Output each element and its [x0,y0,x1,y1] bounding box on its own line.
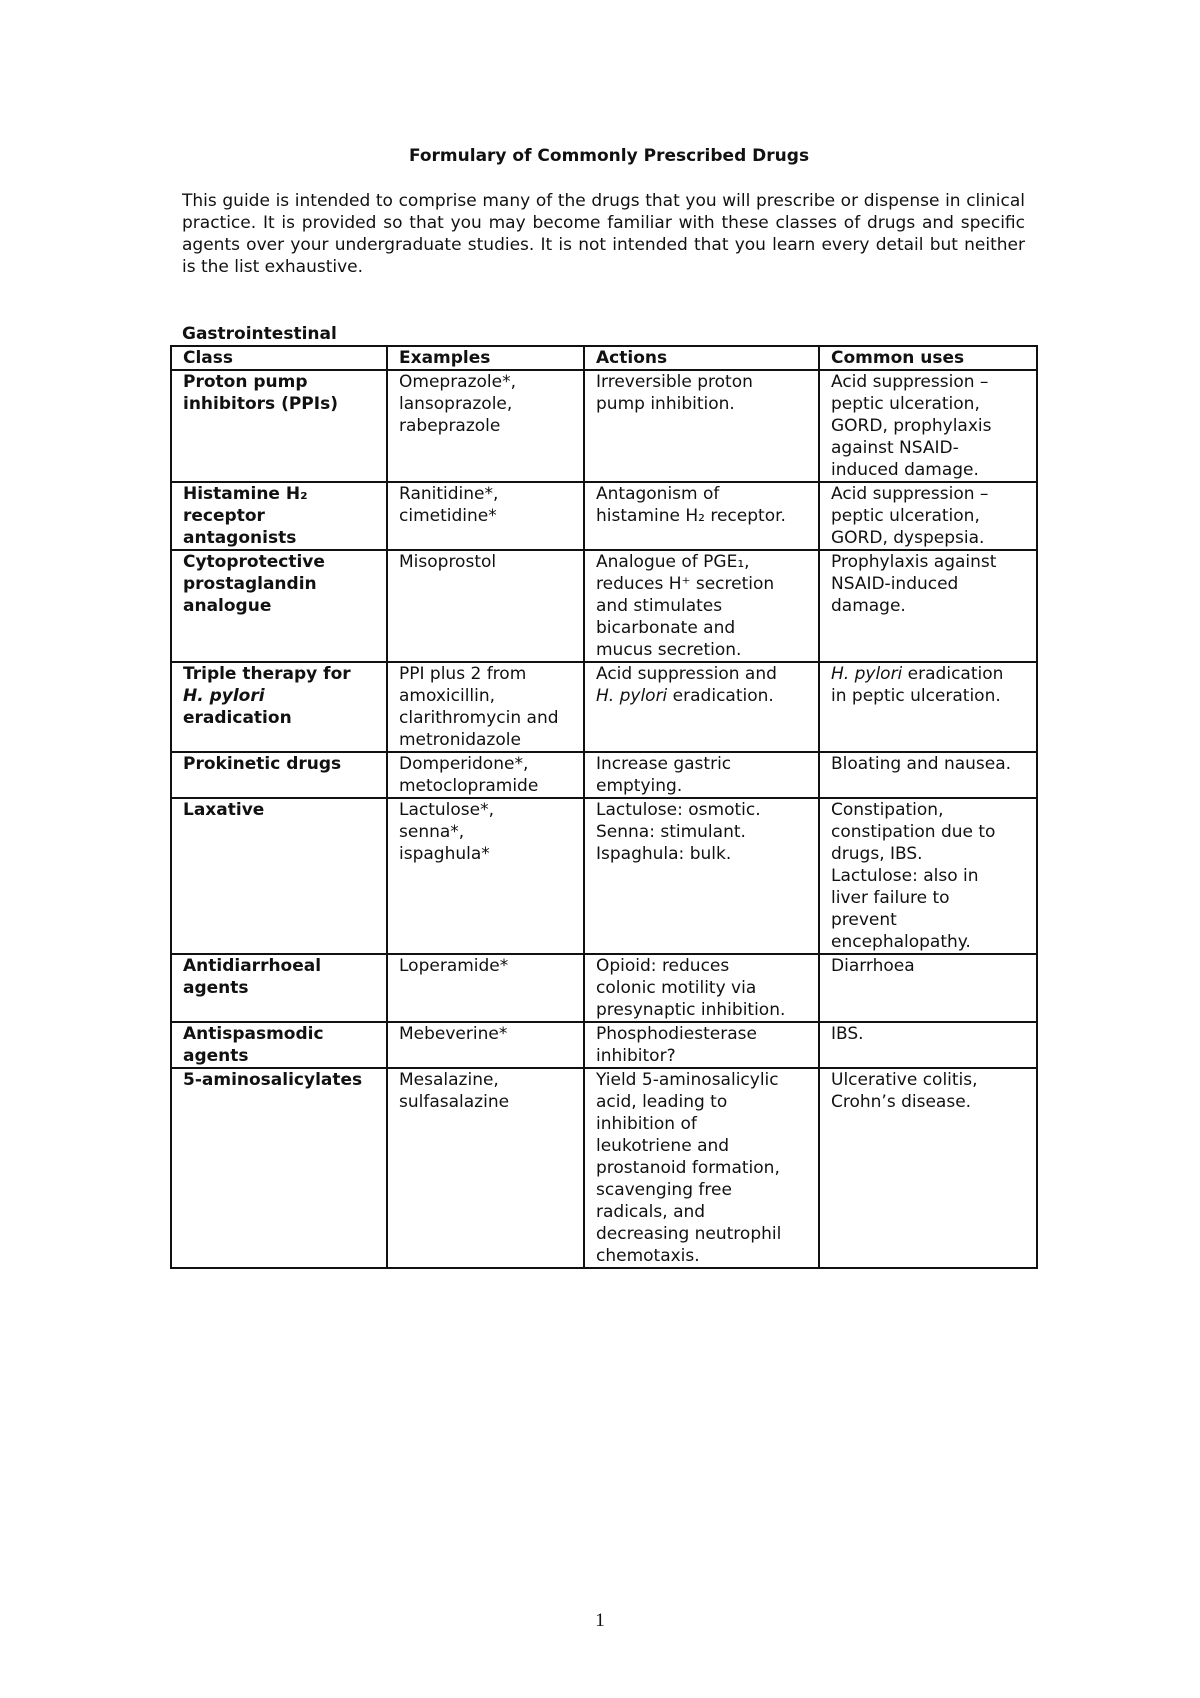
actions-cell: Irreversible proton pump inhibition. [584,370,819,482]
uses-cell: Acid suppression – peptic ulceration, GORD, prophylaxis against NSAID- induced damage. [819,370,1037,482]
uses-cell: Ulcerative colitis, Crohn’s disease. [819,1068,1037,1268]
actions-text: Acid suppression and [596,664,777,684]
table-row [171,752,1037,798]
section-heading: Gastrointestinal [182,324,337,344]
table-row [171,798,1037,954]
table-row [171,1068,1037,1268]
drug-class-cell: Laxative [171,798,387,954]
uses-text: eradication in peptic ulceration. [831,664,1004,706]
examples-cell: Loperamide* [387,954,584,1022]
examples-cell: Domperidone*, metoclopramide [387,752,584,798]
formulary-table [170,345,1038,1269]
actions-cell: Increase gastric emptying. [584,752,819,798]
actions-cell: Opioid: reduces colonic motility via presynaptic inhibition. [584,954,819,1022]
table-row [171,662,1037,752]
uses-italic-text: H. pylori [831,664,903,684]
header-class: Class [171,346,387,370]
actions-cell: Antagonism of histamine H₂ receptor. [584,482,819,550]
drug-class-cell: Proton pump inhibitors (PPIs) [171,370,387,482]
page-number: 1 [595,1610,605,1631]
header-actions: Actions [584,346,819,370]
examples-cell: Omeprazole*, lansoprazole, rabeprazole [387,370,584,482]
uses-cell: IBS. [819,1022,1037,1068]
examples-cell: Mebeverine* [387,1022,584,1068]
actions-text: eradication. [667,686,774,706]
uses-cell: Diarrhoea [819,954,1037,1022]
header-common-uses: Common uses [819,346,1037,370]
uses-cell [819,662,1037,752]
examples-cell: PPI plus 2 from amoxicillin, clarithromycin and metronidazole [387,662,584,752]
drug-class-cell: Prokinetic drugs [171,752,387,798]
table-body [171,370,1037,1268]
class-text: eradication [183,708,292,728]
drug-class-cell: Cytoprotective prostaglandin analogue [171,550,387,662]
drug-class-cell: Antispasmodic agents [171,1022,387,1068]
table-row [171,550,1037,662]
table-header [171,346,1037,370]
table-row [171,1022,1037,1068]
header-row [171,346,1037,370]
uses-cell: Bloating and nausea. [819,752,1037,798]
drug-class-cell [171,662,387,752]
uses-cell: Prophylaxis against NSAID-induced damage. [819,550,1037,662]
examples-cell: Mesalazine, sulfasalazine [387,1068,584,1268]
table-row [171,482,1037,550]
examples-cell: Misoprostol [387,550,584,662]
class-text: Triple therapy for [183,664,351,684]
actions-italic-text: H. pylori [596,686,668,706]
class-italic-text: H. pylori [183,686,265,706]
drug-class-cell: Histamine H₂ receptor antagonists [171,482,387,550]
examples-cell: Lactulose*, senna*, ispaghula* [387,798,584,954]
drug-class-cell: 5-aminosalicylates [171,1068,387,1268]
uses-cell: Acid suppression – peptic ulceration, GORD, dyspepsia. [819,482,1037,550]
actions-cell [584,662,819,752]
drug-class-cell: Antidiarrhoeal agents [171,954,387,1022]
actions-cell: Lactulose: osmotic. Senna: stimulant. Ispaghula: bulk. [584,798,819,954]
actions-cell: Analogue of PGE₁, reduces H⁺ secretion and stimulates bicarbonate and mucus secretion. [584,550,819,662]
page-title: Formulary of Commonly Prescribed Drugs [408,146,810,166]
examples-cell: Ranitidine*, cimetidine* [387,482,584,550]
intro-paragraph [182,190,1025,278]
actions-cell: Yield 5-aminosalicylic acid, leading to inhibition of leukotriene and prostanoid formation, scavenging free radicals, and decreasing neutrophil chemotaxis. [584,1068,819,1268]
uses-cell: Constipation, constipation due to drugs, IBS. Lactulose: also in liver failure to prevent encephalopathy. [819,798,1037,954]
actions-cell: Phosphodiesterase inhibitor? [584,1022,819,1068]
table-row [171,370,1037,482]
intro-text: This guide is intended to comprise many of the drugs that you will prescribe or dispense in clinical practice. It is provided so that you may become familiar with these classes of drugs and specific agents over your undergraduate studies. It is not intended that you learn every detail but neither is the list exhaustive. [182,191,1025,277]
header-examples: Examples [387,346,584,370]
table-row [171,954,1037,1022]
